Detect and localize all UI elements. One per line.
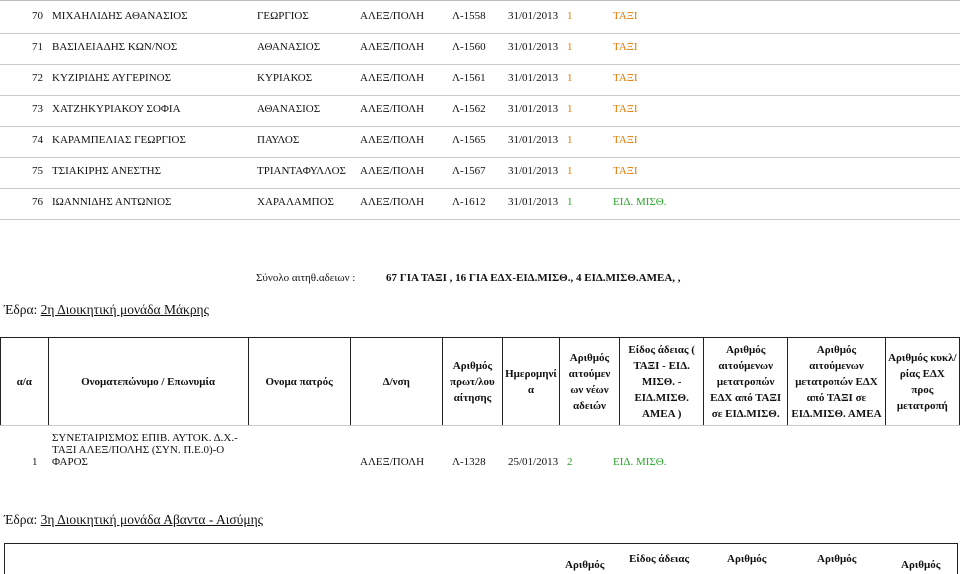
row-name-line-2: ΤΑΞΙ ΑΛΕΞ/ΠΟΛΗΣ (ΣΥΝ. Π.Ε.0)-Ο <box>52 444 225 456</box>
row-name <box>52 432 238 468</box>
row-count: 2 <box>567 456 573 468</box>
table-top-border <box>0 0 960 1</box>
row-plate: Λ-1565 <box>452 134 486 146</box>
section-prefix: Έδρα: <box>4 512 38 527</box>
table-row <box>0 425 960 469</box>
row-plate: Λ-1562 <box>452 103 486 115</box>
row-date: 31/01/2013 <box>508 103 559 115</box>
row-father: ΤΡΙΑΝΤΑΦΥΛΛΟΣ <box>257 165 346 177</box>
row-count: 1 <box>567 41 573 53</box>
col-header-protocol: Αριθμός πρωτ/λου αίτησης <box>442 338 502 426</box>
row-date: 31/01/2013 <box>508 10 559 22</box>
row-city: ΑΛΕΞ/ΠΟΛΗ <box>360 134 425 146</box>
row-num: 71 <box>32 41 43 53</box>
row-date: 31/01/2013 <box>508 165 559 177</box>
table-row <box>0 2 960 33</box>
col-header-3-2: Είδος άδειας <box>629 553 690 565</box>
row-number: 1 <box>32 456 38 468</box>
table-row <box>0 157 960 188</box>
row-count: 1 <box>567 165 573 177</box>
row-name-line-3: ΦΑΡΟΣ <box>52 456 88 468</box>
row-father: ΧΑΡΑΛΑΜΠΟΣ <box>257 196 334 208</box>
table-row <box>0 95 960 126</box>
row-city: ΑΛΕΞ/ΠΟΛΗ <box>360 165 425 177</box>
row-date: 31/01/2013 <box>508 72 559 84</box>
column-header-table-3 <box>4 543 958 574</box>
row-city: ΑΛΕΞ/ΠΟΛΗ <box>360 41 425 53</box>
row-date: 25/01/2013 <box>508 456 559 468</box>
summary-label: Σύνολο αιτηθ.αδειων : <box>256 272 356 284</box>
row-count: 1 <box>567 196 573 208</box>
column-header-table <box>0 337 960 426</box>
row-type: ΤΑΞΙ <box>613 103 638 115</box>
row-name: ΚΑΡΑΜΠΕΛΙΑΣ ΓΕΩΡΓΙΟΣ <box>52 134 186 146</box>
row-count: 1 <box>567 134 573 146</box>
row-count: 1 <box>567 103 573 115</box>
section-heading-2 <box>4 302 209 318</box>
col-header-circulation: Αριθμός κυκλ/ρίας ΕΔΧ προς μετατροπή <box>885 338 959 426</box>
col-header-father: Ονομα πατρός <box>248 338 350 426</box>
row-divider <box>0 219 960 220</box>
row-name: ΤΣΙΑΚΙΡΗΣ ΑΝΕΣΤΗΣ <box>52 165 162 177</box>
row-name: ΙΩΑΝΝΙΔΗΣ ΑΝΤΩΝΙΟΣ <box>52 196 172 208</box>
table-row <box>0 126 960 157</box>
row-name: ΚΥΖΙΡΙΔΗΣ ΑΥΓΕΡΙΝΟΣ <box>52 72 171 84</box>
col-header-date: Ημερομηνί α <box>503 338 560 426</box>
summary-value: 67 ΓΙΑ ΤΑΞΙ , 16 ΓΙΑ ΕΔΧ-ΕΙΔ.ΜΙΣΘ., 4 ΕΙΔ.ΜΙΣΘ.ΑΜΕΑ, , <box>386 272 681 284</box>
row-plate: Λ-1612 <box>452 196 486 208</box>
col-header-conversions-2: Αριθμός αιτούμενων μετατροπών ΕΔΧ από ΤΑΞΙ σε ΕΙΔ.ΜΙΣΘ. ΑΜΕΑ <box>788 338 886 426</box>
col-header-3-5: Αριθμός <box>901 559 941 571</box>
section-prefix: Έδρα: <box>4 302 38 317</box>
row-num: 73 <box>32 103 43 115</box>
table-row <box>0 64 960 95</box>
row-plate: Λ-1560 <box>452 41 486 53</box>
col-header-3-4: Αριθμός <box>817 553 857 565</box>
row-plate: Λ-1558 <box>452 10 486 22</box>
row-type: ΤΑΞΙ <box>613 41 638 53</box>
row-name: ΒΑΣΙΛΕΙΑΔΗΣ ΚΩΝ/ΝΟΣ <box>52 41 178 53</box>
row-type: ΤΑΞΙ <box>613 134 638 146</box>
row-city: ΑΛΕΞ/ΠΟΛΗ <box>360 196 425 208</box>
col-header-address: Δ/νση <box>350 338 442 426</box>
row-count: 1 <box>567 72 573 84</box>
row-num: 70 <box>32 10 43 22</box>
row-num: 74 <box>32 134 43 146</box>
row-num: 76 <box>32 196 43 208</box>
row-permit-type: ΕΙΔ. ΜΙΣΘ. <box>613 456 667 468</box>
table-row <box>0 33 960 64</box>
row-name: ΜΙΧΑΗΛΙΔΗΣ ΑΘΑΝΑΣΙΟΣ <box>52 10 188 22</box>
row-type: ΕΙΔ. ΜΙΣΘ. <box>613 196 667 208</box>
section-title: 2η Διοικητική μονάδα Μάκρης <box>40 302 209 317</box>
row-city: ΑΛΕΞ/ΠΟΛΗ <box>360 456 425 468</box>
row-father: ΓΕΩΡΓΙΟΣ <box>257 10 309 22</box>
col-header-3-1: Αριθμός <box>565 559 605 571</box>
row-city: ΑΛΕΞ/ΠΟΛΗ <box>360 10 425 22</box>
row-plate: Λ-1328 <box>452 456 486 468</box>
row-father: ΚΥΡΙΑΚΟΣ <box>257 72 313 84</box>
row-type: ΤΑΞΙ <box>613 165 638 177</box>
row-plate: Λ-1567 <box>452 165 486 177</box>
section-heading-3 <box>4 512 263 528</box>
row-city: ΑΛΕΞ/ΠΟΛΗ <box>360 72 425 84</box>
col-header-3-3: Αριθμός <box>727 553 767 565</box>
row-count: 1 <box>567 10 573 22</box>
row-father: ΑΘΑΝΑΣΙΟΣ <box>257 41 321 53</box>
row-date: 31/01/2013 <box>508 41 559 53</box>
row-num: 72 <box>32 72 43 84</box>
row-name-line-1: ΣΥΝΕΤΑΙΡΙΣΜΟΣ ΕΠΙΒ. ΑΥΤΟΚ. Δ.Χ.- <box>52 432 238 444</box>
row-type: ΤΑΞΙ <box>613 10 638 22</box>
row-date: 31/01/2013 <box>508 196 559 208</box>
row-num: 75 <box>32 165 43 177</box>
row-father: ΠΑΥΛΟΣ <box>257 134 300 146</box>
col-header-name: Ονοματεπώνυμο / Επωνυμία <box>48 338 248 426</box>
col-header-aa: α/α <box>1 338 49 426</box>
row-date: 31/01/2013 <box>508 134 559 146</box>
col-header-permit-type: Είδος άδειας ( ΤΑΞΙ - ΕΙΔ. ΜΙΣΘ. - ΕΙΔ.ΜΙΣΘ. ΑΜΕΑ ) <box>620 338 704 426</box>
row-type: ΤΑΞΙ <box>613 72 638 84</box>
col-header-conversions-1: Αριθμός αιτούμενων μετατροπών ΕΔΧ από ΤΑΞΙ σε ΕΙΔ.ΜΙΣΘ. <box>704 338 788 426</box>
section-title: 3η Διοικητική μονάδα Αβαντα - Αισύμης <box>40 512 263 527</box>
row-city: ΑΛΕΞ/ΠΟΛΗ <box>360 103 425 115</box>
row-name: ΧΑΤΖΗΚΥΡΙΑΚΟΥ ΣΟΦΙΑ <box>52 103 181 115</box>
col-header-requested: Αριθμός αιτούμεν ων νέων αδειών <box>559 338 619 426</box>
row-plate: Λ-1561 <box>452 72 486 84</box>
table-row <box>0 188 960 219</box>
row-father: ΑΘΑΝΑΣΙΟΣ <box>257 103 321 115</box>
